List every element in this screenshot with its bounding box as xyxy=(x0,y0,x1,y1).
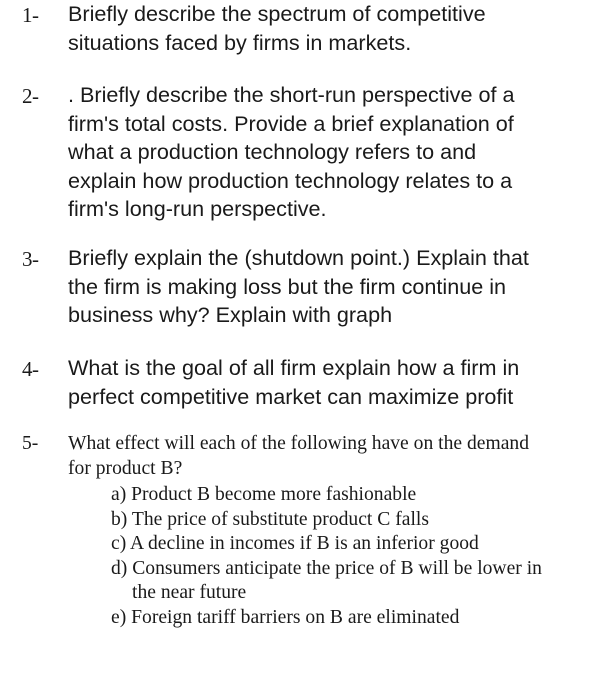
question-line: perfect competitive market can maximize profit xyxy=(68,383,514,409)
question-number: 2- xyxy=(22,84,39,108)
question-line: explain how production technology relates to a xyxy=(68,167,513,193)
question-line: What is the goal of all firm explain how a firm in xyxy=(68,355,520,380)
option-c: c) A decline in incomes if B is an inferior good xyxy=(111,533,479,554)
question-text xyxy=(22,354,601,411)
option-d: d) Consumers anticipate the price of B will be lower in xyxy=(111,557,542,579)
question-1 xyxy=(22,0,601,57)
question-number: 1- xyxy=(22,3,39,27)
question-line: for product B? xyxy=(68,457,183,479)
question-line: business why? Explain with graph xyxy=(68,302,393,327)
question-number: 3- xyxy=(22,247,39,271)
question-line: What effect will each of the following have on the demand xyxy=(68,433,530,454)
question-line: firm's total costs. Provide a brief explanation of xyxy=(68,110,514,136)
question-text xyxy=(22,244,601,330)
question-text xyxy=(22,432,605,481)
question-line: . Briefly describe the short-run perspective of a xyxy=(68,82,515,107)
question-5 xyxy=(22,432,605,630)
question-2 xyxy=(22,81,601,224)
question-line: Briefly explain the (shutdown point.) Explain that xyxy=(68,245,529,270)
question-line: situations faced by firms in markets. xyxy=(68,29,412,55)
question-number: 5- xyxy=(22,433,39,454)
option-a: a) Product B become more fashionable xyxy=(111,484,417,505)
option-list xyxy=(22,483,605,630)
question-number: 4- xyxy=(22,357,39,381)
question-line: what a production technology refers to and xyxy=(68,139,477,164)
option-b: b) The price of substitute product C falls xyxy=(111,508,429,530)
question-text xyxy=(22,81,601,224)
question-text xyxy=(22,0,601,57)
question-line: firm's long-run perspective. xyxy=(68,196,327,221)
question-line: Briefly describe the spectrum of competitive xyxy=(68,1,486,26)
question-line: the firm is making loss but the firm continue in xyxy=(68,273,507,299)
option-d-continued: the near future xyxy=(132,582,247,603)
question-4 xyxy=(22,354,601,411)
option-e: e) Foreign tariff barriers on B are eliminated xyxy=(111,606,460,628)
question-3 xyxy=(22,244,601,330)
